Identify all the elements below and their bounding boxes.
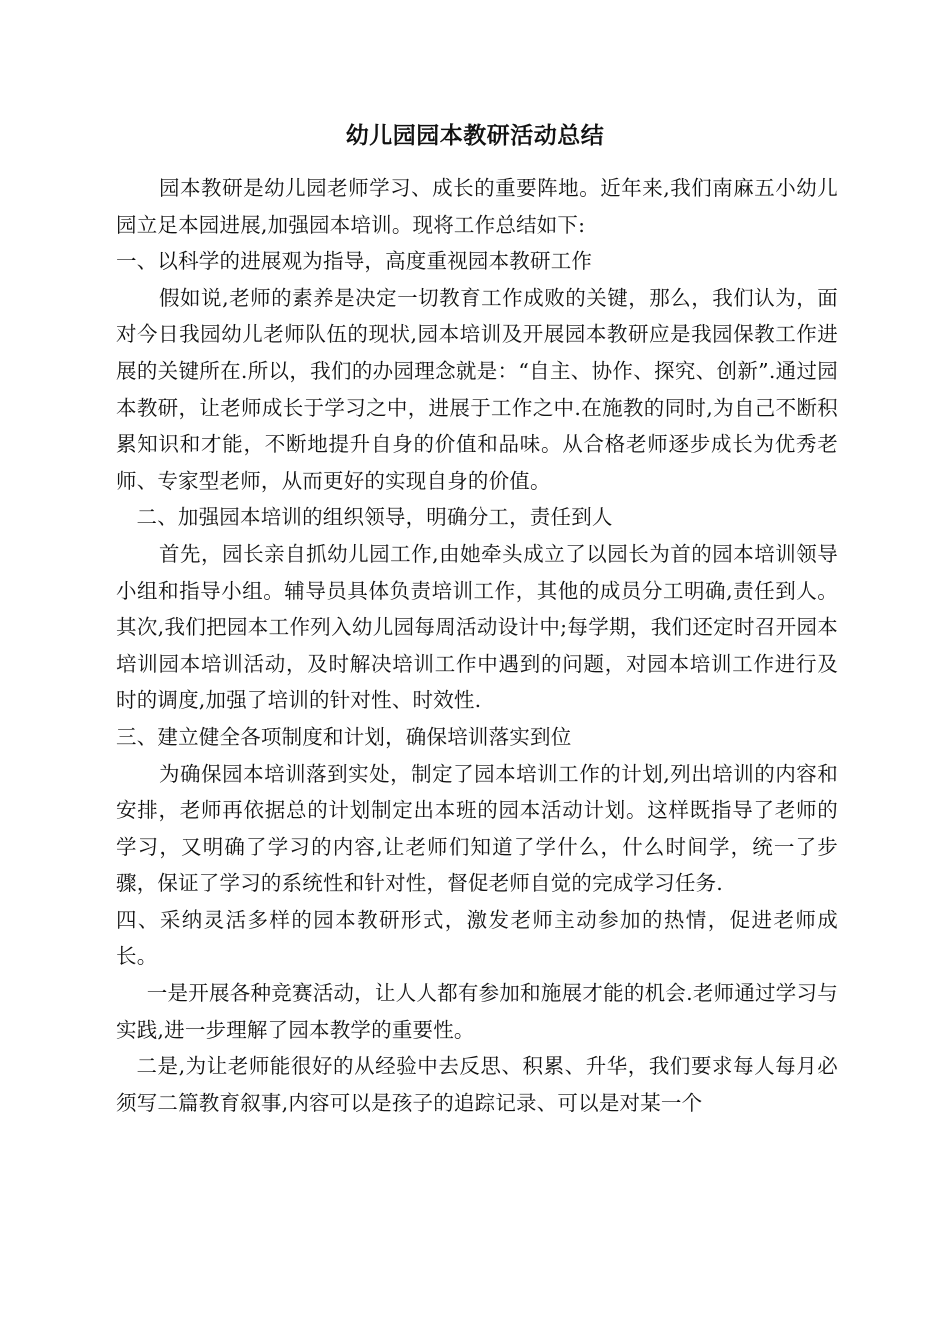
section-heading-3: 三、建立健全各项制度和计划，确保培训落实到位 [116, 724, 572, 749]
paragraph-section-4-item-1: 一是开展各种竞赛活动，让人人都有参加和施展才能的机会.老师通过学习与实践,进一步理解了园本教学的重要性。 [116, 981, 838, 1042]
paragraph-section-1: 假如说,老师的素养是决定一切教育工作成败的关键，那么，我们认为，面对今日我园幼儿老师队伍的现状,园本培训及开展园本教研应是我园保教工作进展的关键所在.所以，我们的办园理念就是：“自主、协作、探究、创新”.通过园本教研，让老师成长于学习之中，进展于工作之中.在施教的同时,为自己不断积累知识和才能，不断地提升自身的价值和品味。从合格老师逐步成长为优秀老师、专家型老师，从而更好的实现自身的价值。 [116, 285, 838, 493]
document-title: 幼儿园园本教研活动总结 [345, 122, 605, 149]
section-heading-4: 四、采纳灵活多样的园本教研形式，激发老师主动参加的热情，促进老师成长。 [116, 907, 838, 969]
paragraph-intro: 园本教研是幼儿园老师学习、成长的重要阵地。近年来,我们南麻五小幼儿园立足本园进展,加强园本培训。现将工作总结如下: [116, 176, 838, 237]
section-heading-1: 一、以科学的进展观为指导，高度重视园本教研工作 [116, 249, 593, 274]
section-heading-2: 二、加强园本培训的组织领导，明确分工，责任到人 [136, 505, 613, 530]
paragraph-section-4-item-2: 二是,为让老师能很好的从经验中去反思、积累、升华，我们要求每人每月必须写二篇教育叙事,内容可以是孩子的追踪记录、可以是对某一个 [116, 1054, 838, 1115]
paragraph-section-3: 为确保园本培训落到实处，制定了园本培训工作的计划,列出培训的内容和安排，老师再依据总的计划制定出本班的园本活动计划。这样既指导了老师的学习，又明确了学习的内容,让老师们知道了学什么，什么时间学，统一了步骤，保证了学习的系统性和针对性，督促老师自觉的完成学习任务. [116, 761, 838, 896]
paragraph-section-2: 首先，园长亲自抓幼儿园工作,由她牵头成立了以园长为首的园本培训领导小组和指导小组。辅导员具体负责培训工作，其他的成员分工明确,责任到人。其次,我们把园本工作列入幼儿园每周活动设计中;每学期，我们还定时召开园本培训园本培训活动，及时解决培训工作中遇到的问题，对园本培训工作进行及时的调度,加强了培训的针对性、时效性. [116, 541, 838, 713]
document-body [116, 170, 838, 1121]
